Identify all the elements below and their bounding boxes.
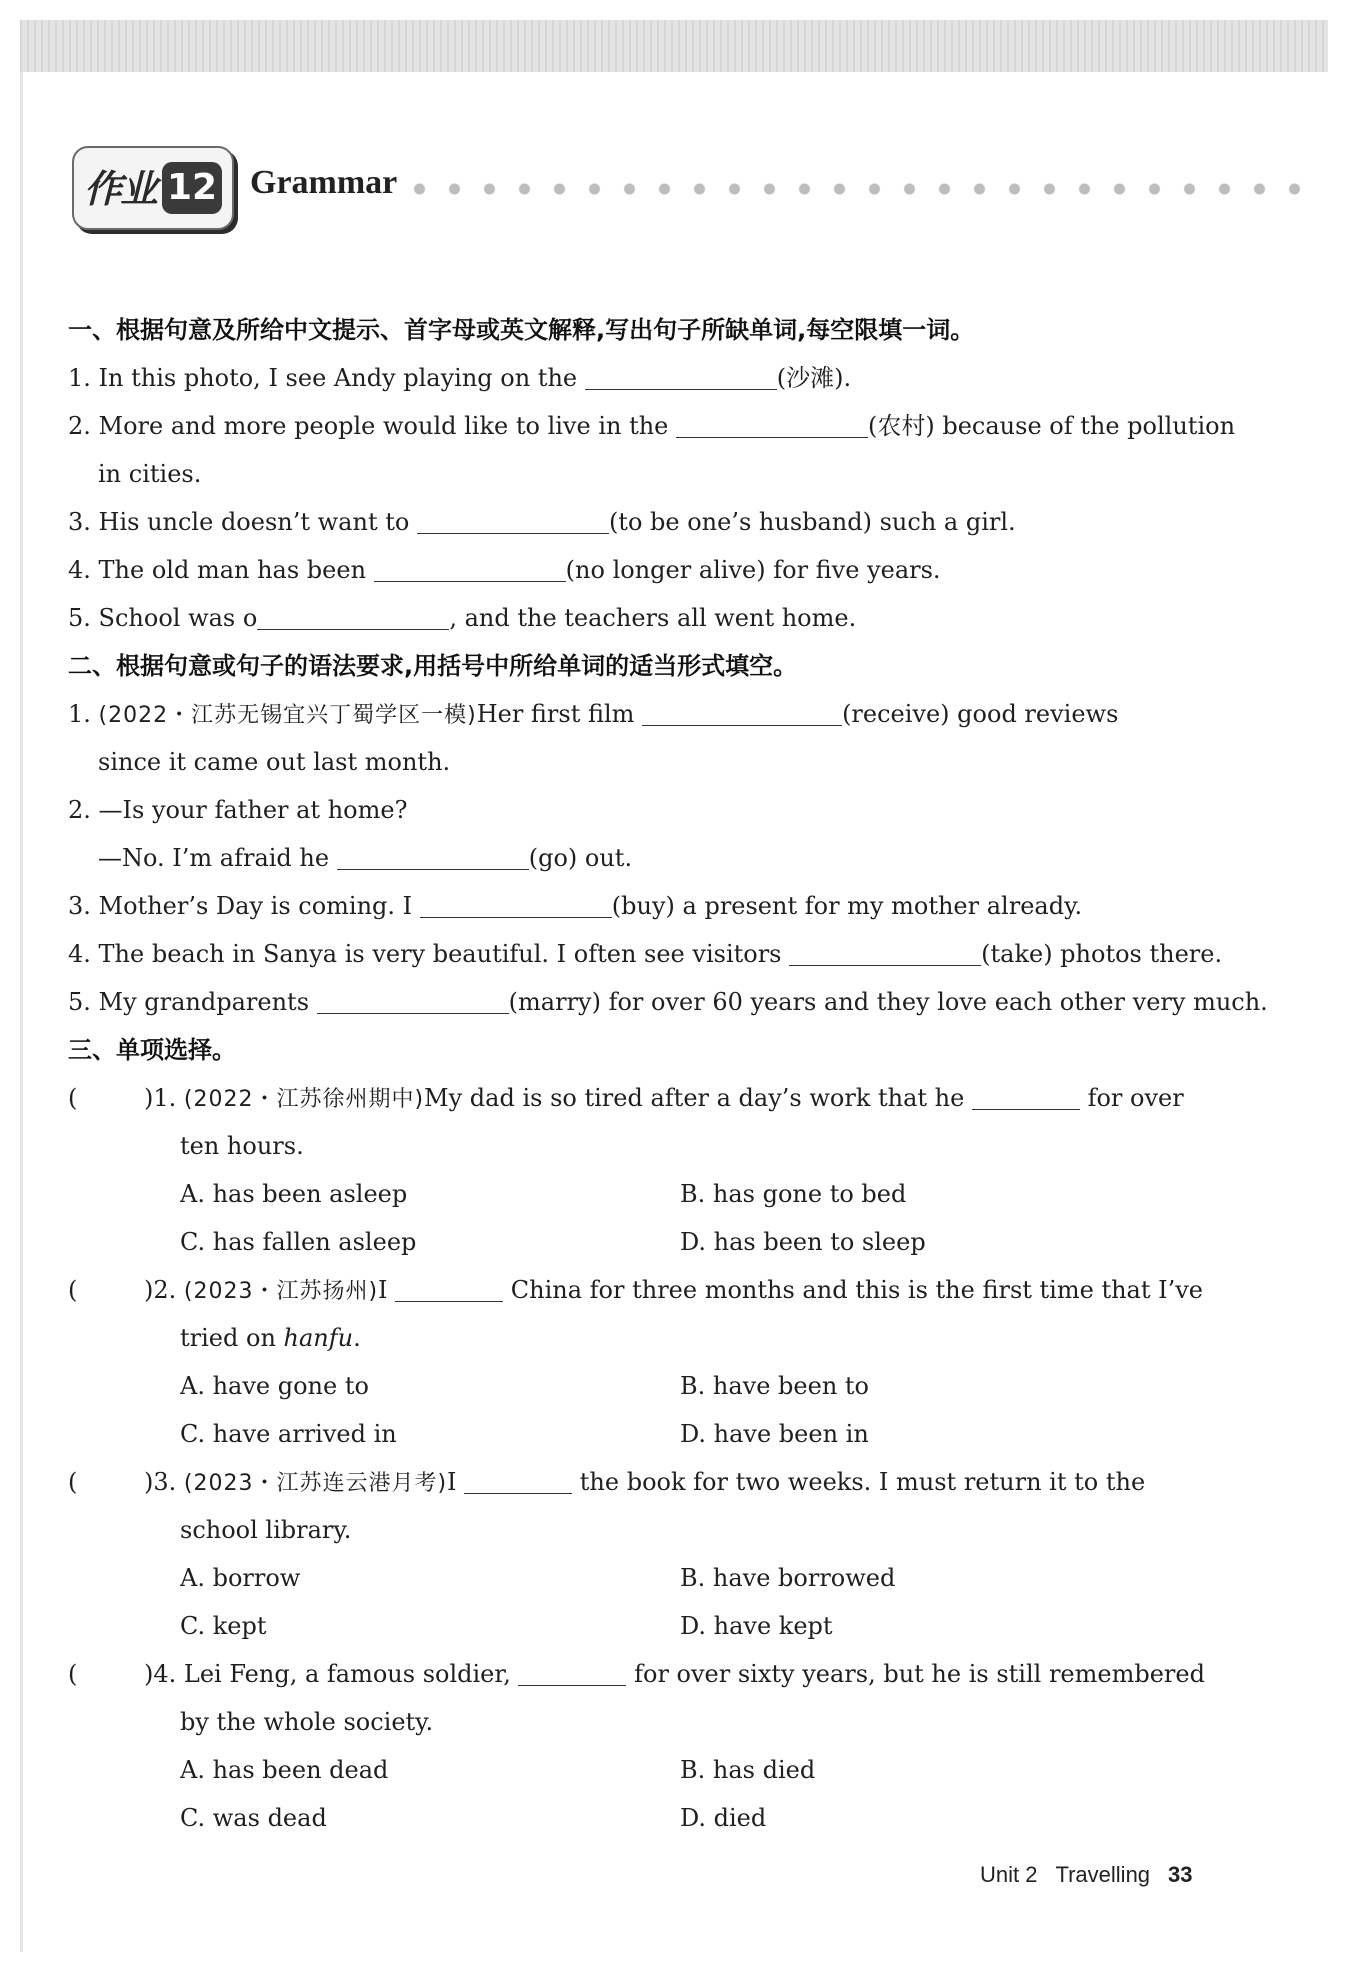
answer-blank[interactable] (337, 839, 529, 870)
s1-question-2: 2. More and more people would like to live in the (农村) because of the pollution (68, 402, 1228, 450)
answer-blank[interactable] (464, 1463, 572, 1494)
answer-blank[interactable] (642, 695, 842, 726)
answer-bracket[interactable]: ( (68, 1276, 78, 1304)
option-b[interactable]: B. have borrowed (680, 1564, 896, 1592)
option-d[interactable]: D. have kept (680, 1612, 833, 1640)
section-2-heading: 二、根据句意或句子的语法要求,用括号中所给单词的适当形式填空。 (68, 652, 798, 680)
answer-blank[interactable] (374, 551, 566, 582)
s2-question-3: 3. Mother’s Day is coming. I (buy) a present for my mother already. (68, 882, 1228, 930)
option-b[interactable]: B. has died (680, 1756, 816, 1784)
s2-question-1-cont: since it came out last month. (98, 748, 451, 776)
option-a[interactable]: A. have gone to (180, 1372, 369, 1400)
option-a[interactable]: A. has been asleep (180, 1180, 408, 1208)
assignment-header (72, 146, 1322, 236)
s1-question-1: 1. In this photo, I see Andy playing on the (沙滩). (68, 354, 1228, 402)
badge-number: 12 (162, 162, 222, 214)
s3-q2-options-cd (68, 1410, 1228, 1458)
s3-q4-options-ab (68, 1746, 1228, 1794)
s3-question-3: ( )3. (2023・江苏连云港月考)I the book for two weeks. I must return it to the (68, 1458, 1228, 1506)
s2-question-2-reply: —No. I’m afraid he (go) out. (68, 834, 1228, 882)
footer-unit: Unit 2 (980, 1862, 1038, 1887)
option-a[interactable]: A. has been dead (180, 1756, 389, 1784)
answer-blank[interactable] (317, 983, 509, 1014)
option-c[interactable]: C. kept (180, 1612, 267, 1640)
question-source: (2022・江苏无锡宜兴丁蜀学区一模) (98, 703, 477, 728)
s3-question-1-cont: ten hours. (180, 1132, 304, 1160)
option-c[interactable]: C. have arrived in (180, 1420, 397, 1448)
option-d[interactable]: D. died (680, 1804, 767, 1832)
s1-question-2-cont: in cities. (98, 460, 202, 488)
answer-bracket[interactable]: ( (68, 1660, 78, 1688)
s2-question-5: 5. My grandparents (marry) for over 60 years and they love each other very much. (68, 978, 1228, 1026)
option-d[interactable]: D. have been in (680, 1420, 869, 1448)
s3-q3-options-ab (68, 1554, 1228, 1602)
option-c[interactable]: C. was dead (180, 1804, 327, 1832)
s1-question-4: 4. The old man has been (no longer alive) for five years. (68, 546, 1228, 594)
s3-q2-options-ab (68, 1362, 1228, 1410)
worksheet-content (68, 306, 1268, 1842)
option-b[interactable]: B. has gone to bed (680, 1180, 907, 1208)
s2-question-1: 1. (2022・江苏无锡宜兴丁蜀学区一模)Her first film (receive) good reviews (68, 690, 1228, 738)
option-d[interactable]: D. has been to sleep (680, 1228, 926, 1256)
answer-blank[interactable] (676, 407, 868, 438)
s3-q1-options-cd (68, 1218, 1228, 1266)
scan-top-band (20, 20, 1328, 72)
question-source: (2023・江苏扬州) (183, 1279, 379, 1304)
answer-blank[interactable] (420, 887, 612, 918)
answer-blank[interactable] (585, 359, 777, 390)
answer-blank[interactable] (789, 935, 981, 966)
section-1-heading: 一、根据句意及所给中文提示、首字母或英文解释,写出句子所缺单词,每空限填一词。 (68, 316, 975, 344)
answer-blank[interactable] (395, 1271, 503, 1302)
answer-blank[interactable] (417, 503, 609, 534)
footer-topic: Travelling (1055, 1862, 1151, 1887)
s3-q3-options-cd (68, 1602, 1228, 1650)
s1-question-5: 5. School was o , and the teachers all went home. (68, 594, 1228, 642)
s2-question-4: 4. The beach in Sanya is very beautiful. I often see visitors (take) photos there. (68, 930, 1228, 978)
option-a[interactable]: A. borrow (180, 1564, 301, 1592)
s3-question-4: ( )4. Lei Feng, a famous soldier, for over sixty years, but he is still remembered (68, 1650, 1228, 1698)
answer-blank[interactable] (972, 1079, 1080, 1110)
s3-question-2-cont: tried on hanfu. (180, 1324, 361, 1352)
dot-divider (402, 182, 1322, 196)
s3-q1-options-ab (68, 1170, 1228, 1218)
option-b[interactable]: B. have been to (680, 1372, 869, 1400)
s3-question-1: ( )1. (2022・江苏徐州期中)My dad is so tired after a day’s work that he for over (68, 1074, 1228, 1122)
question-source: (2022・江苏徐州期中) (183, 1087, 425, 1112)
assignment-badge (72, 146, 234, 230)
s2-question-2: 2. —Is your father at home? (68, 796, 408, 824)
page-number: 33 (1168, 1862, 1193, 1887)
s1-question-3: 3. His uncle doesn’t want to (to be one’s husband) such a girl. (68, 498, 1228, 546)
answer-blank[interactable] (257, 599, 449, 630)
answer-bracket[interactable]: ( (68, 1084, 78, 1112)
s3-question-2: ( )2. (2023・江苏扬州)I China for three months and this is the first time that I’ve (68, 1266, 1228, 1314)
section-3-heading: 三、单项选择。 (68, 1036, 236, 1064)
option-c[interactable]: C. has fallen asleep (180, 1228, 417, 1256)
s3-q4-options-cd (68, 1794, 1228, 1842)
badge-label: 作业 (84, 167, 157, 211)
answer-blank[interactable] (518, 1655, 626, 1686)
question-source: (2023・江苏连云港月考) (183, 1471, 448, 1496)
s3-question-4-cont: by the whole society. (180, 1708, 434, 1736)
s3-question-3-cont: school library. (180, 1516, 352, 1544)
scan-left-edge (20, 72, 23, 1952)
page-title: Grammar (250, 164, 398, 201)
answer-bracket[interactable]: ( (68, 1468, 78, 1496)
page-footer (980, 1862, 1193, 1888)
